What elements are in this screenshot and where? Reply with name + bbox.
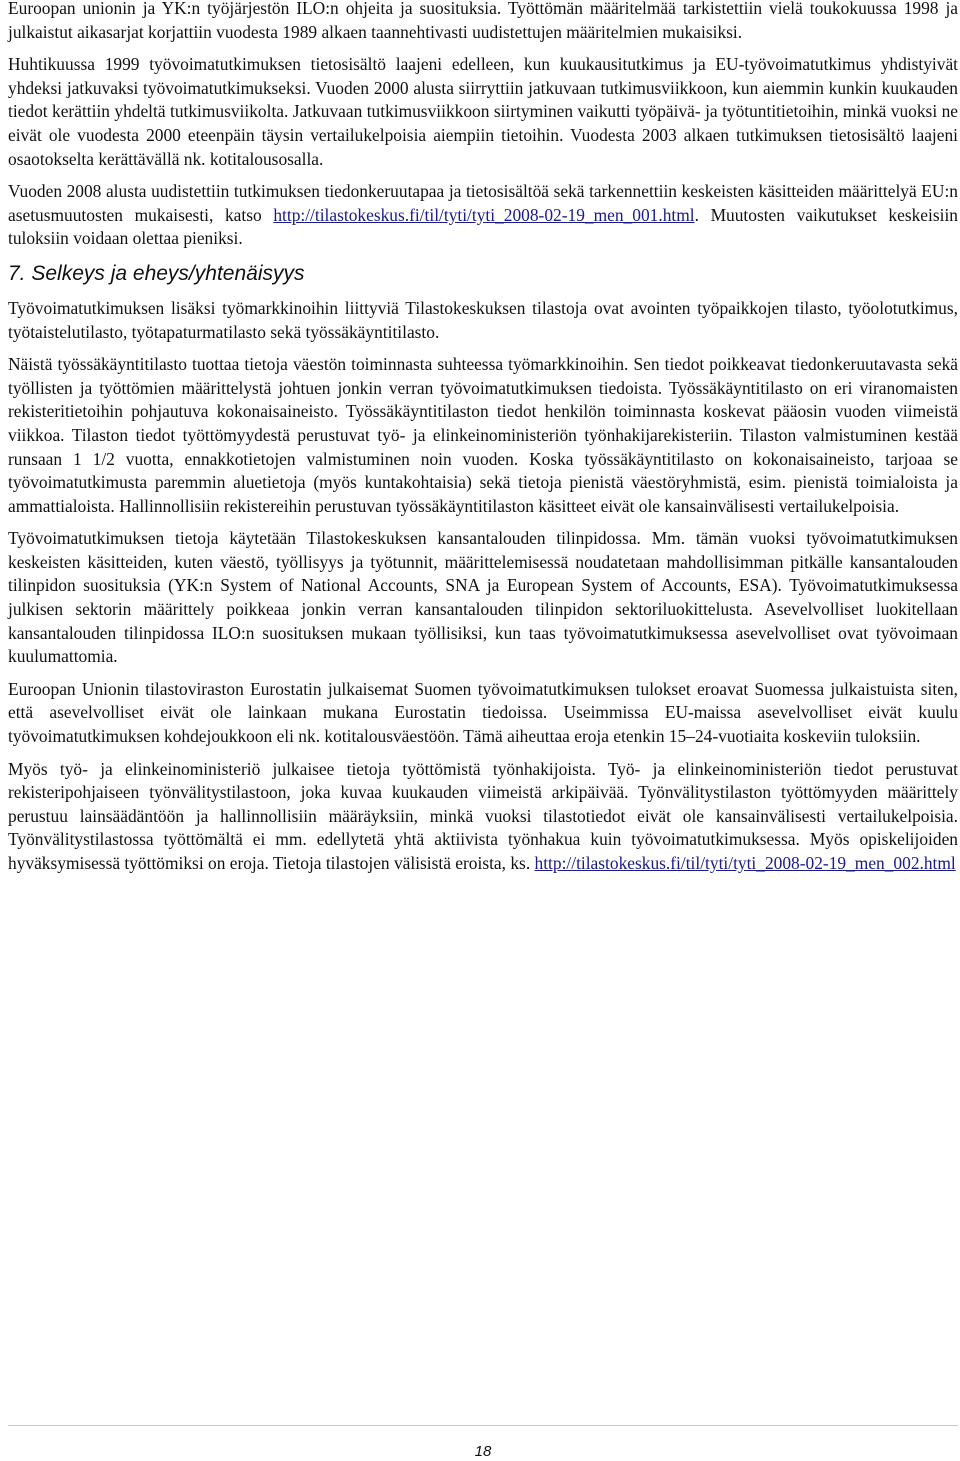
section-heading: 7. Selkeys ja eheys/yhtenäisyys — [8, 261, 305, 285]
paragraph-eurostat: Euroopan Unionin tilastoviraston Eurostatin julkaisemat Suomen työvoimatutkimuksen tulokset eroavat Suomessa julkaistuista siten, että asevelvolliset eivät ole lainkaan mukana Eurostatin tiedoissa. Useimmissa EU-maissa asevelvolliset eivät kuulu työvoimatutkimuksen kohdejoukkoon eli nk. kotitalousväestöön. Tämä aiheuttaa eroja etenkin 15–24-vuotiaita koskeviin tuloksiin. — [8, 678, 958, 747]
paragraph-ministry-text: Myös työ- ja elinkeinoministeriö julkaisee tietoja työttömistä työnhakijoista. Työ- ja elinkeinoministeriön tiedot perustuvat rekisteripohjaiseen työnvälitystilastoon, joka kuvaa kuukauden viimeistä arkipäivää. Työnvälitystilaston työttömyyden määrittely perustuu lainsäädäntöön ja hallinnollisiin määräyksiin, minkä vuoksi tilastotiedot eivät ole kansainvälisesti vertailukelpoisia. Työnvälitystilastossa työttömältä ei mm. edellytetä yhtä aktiivista työnhakua kuin työvoimatutkimuksessa. Myös opiskelijoiden hyväksymisessä työttömiksi on eroja. Tietoja tilastojen välisistä eroista, ks. — [8, 758, 958, 873]
paragraph-ministry-statistics — [8, 758, 958, 876]
footer-divider — [8, 1425, 958, 1426]
paragraph-related-statistics: Työvoimatutkimuksen lisäksi työmarkkinoihin liittyviä Tilastokeskuksen tilastoja ovat avointen työpaikkojen tilasto, työolotutkimus, työtaistelutilasto, työtapaturmatilasto sekä työssäkäyntitilasto. — [8, 297, 958, 342]
paragraph-2008-changes — [8, 180, 958, 251]
page-number: 18 — [474, 1443, 492, 1460]
paragraph-2008-text-end: . Muutosten vaikutukset keskeisiin tuloksiin voidaan olettaa pieniksi. — [8, 204, 958, 249]
paragraph-ilo-definitions: Euroopan unionin ja YK:n työjärjestön ILO:n ohjeita ja suosituksia. Työttömän määritelmää tarkistettiin vielä toukokuussa 1998 ja julkaistut aikasarjat korjattiin vuodesta 1989 alkaen taannehtivasti uudistettujen määritelmien mukaisiksi. — [8, 0, 958, 42]
paragraph-1999-changes: Huhtikuussa 1999 työvoimatutkimuksen tietosisältö laajeni edelleen, kun kuukausitutkimus ja EU-työvoimatutkimus yhdistyivät yhdeksi jatkuvaksi työvoimatutkimukseksi. Vuoden 2000 alusta siirryttiin jatkuvaan tutkimusviikkoon, kun aiemmin kunkin kuukauden tiedot kerättiin yhdeltä tutkimusviikolta. Jatkuvaan tutkimusviikkoon siirtyminen vaikutti työpäivä- ja työtuntitietoihin, minkä vuoksi ne eivät ole vuodesta 2000 eteenpäin täysin vertailukelpoisia aiempiin tietoihin. Vuodesta 2003 alkaen tutkimuksen tietosisältö laajeni osaotokselta kerättävällä nk. kotitalousosalla. — [8, 54, 958, 169]
paragraph-employment-statistics: Näistä työssäkäyntitilasto tuottaa tietoja väestön toiminnasta suhteessa työmarkkinoihin. Sen tiedot poikkeavat tiedonkeruutavasta sekä työllisten ja työttömien määrittelystä johtuen jonkin verran työvoimatutkimuksen tiedoista. Työssäkäyntitilasto on eri viranomaisten rekisteritietoihin pohjautuva kokonaisaineisto. Työssäkäyntitilaston tiedot henkilön toiminnasta koskevat pääosin vuoden viimeistä viikkoa. Tilaston tiedot työttömyydestä perustuvat työ- ja elinkeinoministeriön työnhakijarekisteriin. Tilaston valmistuminen kestää runsaan 1 1/2 vuotta, ennakkotietojen valmistuminen noin vuoden. Koska työssäkäyntitilasto on kokonaisaineisto, tarjoaa se työvoimatutkimusta paremmin aluetietoja (myös kuntakohtaisia) sekä tietoja pienistä väestöryhmistä, esim. pienistä toimialoista ja ammattialoista. Hallinnollisiin rekistereihin perustuvan työssäkäyntitilaston käsitteet eivät ole kansainvälisesti vertailukelpoisia. — [8, 354, 958, 516]
paragraph-national-accounts: Työvoimatutkimuksen tietoja käytetään Tilastokeskuksen kansantalouden tilinpidossa. Mm. tämän vuoksi työvoimatutkimuksen keskeisten käsitteiden, kuten väestö, työllisyys ja työtunnit, määrittelemisessä noudatetaan mahdollisimman pitkälle kansantalouden tilinpidon suosituksia (YK:n System of National Accounts, SNA ja European System of Accounts, ESA). Työvoimatutkimuksessa julkisen sektorin määrittely poikkeaa jonkin verran kansantalouden tilinpidon sektoriluokittelusta. Asevelvolliset luokitellaan kansantalouden tilinpidossa ILO:n suosituksen mukaan työllisiksi, kun taas työvoimatutkimuksessa asevelvolliset ovat työvoimaan kuulumattomia. — [8, 528, 958, 667]
document-page — [8, 0, 958, 885]
methodology-link-001[interactable]: http://tilastokeskus.fi/til/tyti/tyti_2008-02-19_men_001.html — [273, 204, 695, 225]
methodology-link-002[interactable]: http://tilastokeskus.fi/til/tyti/tyti_2008-02-19_men_002.html — [534, 853, 956, 873]
paragraph-2008-text: Vuoden 2008 alusta uudistettiin tutkimuksen tiedonkeruutapaa ja tietosisältöä sekä tarkennettiin keskeisten käsitteiden määrittelyä EU:n asetusmuutosten mukaisesti, katso — [8, 181, 958, 225]
